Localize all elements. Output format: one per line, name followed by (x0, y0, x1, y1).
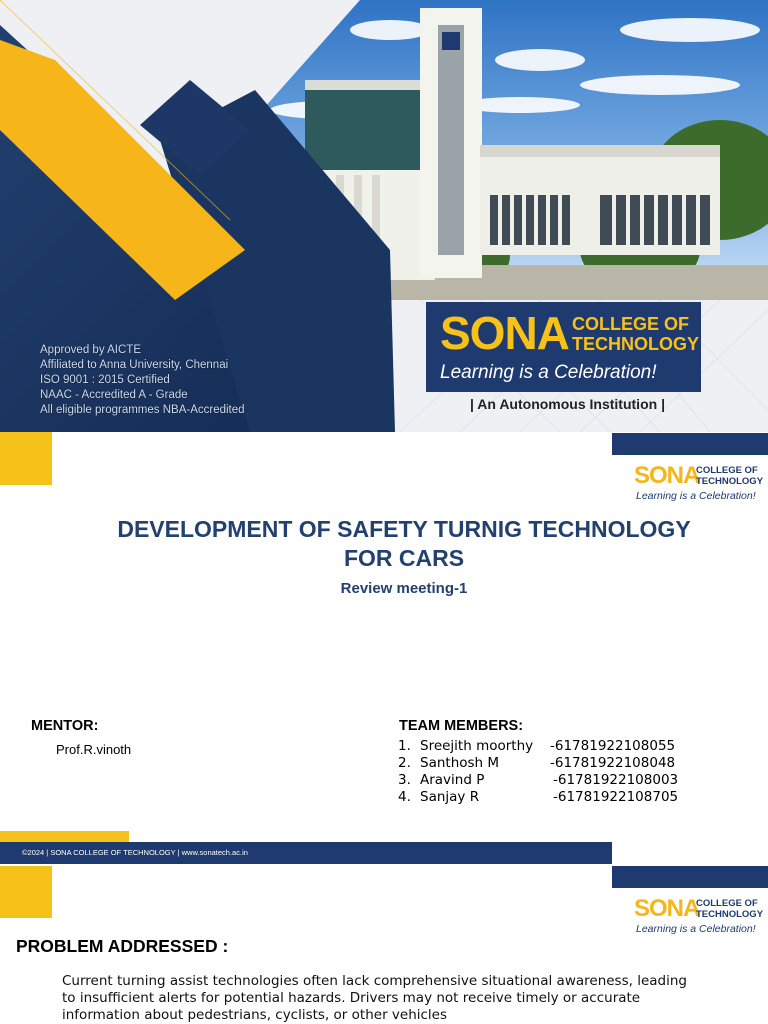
slide3-logo-college-line2: TECHNOLOGY (696, 909, 764, 920)
slide2-logo-college-line1: COLLEGE OF (696, 465, 758, 476)
slide3-logo-college-line1: COLLEGE OF (696, 898, 758, 909)
problem-addressed-heading: PROBLEM ADDRESSED : (16, 936, 229, 956)
team-member-number: 2. (398, 755, 411, 771)
team-member-name: Aravind P (420, 772, 485, 788)
team-member-number: 1. (398, 738, 411, 754)
team-member-number: 3. (398, 772, 411, 788)
slide2-navy-accent (612, 433, 768, 455)
project-title-line2: FOR CARS (343, 545, 465, 571)
logo-sona-text: SONA (440, 307, 569, 359)
slide3-yellow-accent (0, 866, 52, 918)
accreditation-aicte: Approved by AICTE (40, 344, 141, 356)
slide2-logo-tagline: Learning is a Celebration! (636, 490, 756, 502)
slide3-college-logo (634, 895, 764, 938)
slide3-logo-sona: SONA (634, 895, 700, 922)
slide2-logo-college (696, 465, 763, 487)
logo-tagline: Learning is a Celebration! (440, 362, 657, 383)
team-member-name: Sreejith moorthy (420, 738, 534, 754)
team-member-id: -61781922108055 (550, 738, 676, 754)
project-title (40, 515, 768, 573)
accreditation-list (40, 343, 245, 418)
team-member-id: -61781922108705 (553, 789, 679, 805)
team-member-name: Santhosh M (420, 755, 500, 771)
project-title-line1: DEVELOPMENT OF SAFETY TURNIG TECHNOLOGY (117, 516, 691, 542)
mentor-name: Prof.R.vinoth (56, 742, 132, 757)
slide2-college-logo (634, 462, 764, 505)
problem-description: Current turning assist technologies often lack comprehensive situational awareness, leading to insufficient alerts for potential hazards. Drivers may not receive timely or accurate information about pedestrians, cyclists, or other vehicles (62, 973, 687, 1023)
slide3-logo-tagline: Learning is a Celebration! (636, 923, 756, 935)
college-logo-large (426, 302, 701, 392)
team-member-id: -61781922108003 (553, 772, 679, 788)
team-member-number: 4. (398, 789, 411, 805)
review-meeting-subtitle: Review meeting-1 (340, 580, 468, 597)
team-members-heading: TEAM MEMBERS: (399, 718, 524, 734)
logo-college-line1: COLLEGE OF (572, 314, 689, 334)
campus-banner (0, 0, 768, 432)
slide2-logo-college-line2: TECHNOLOGY (696, 476, 764, 487)
accreditation-nba: All eligible programmes NBA-Accredited (40, 404, 245, 416)
logo-college-line2: TECHNOLOGY (572, 334, 700, 354)
team-member-id: -61781922108048 (550, 755, 676, 771)
slide3-navy-accent (612, 866, 768, 888)
accreditation-iso: ISO 9001 : 2015 Certified (40, 374, 170, 386)
slide3-logo-college (696, 898, 763, 920)
accreditation-naac: NAAC - Accredited A - Grade (40, 389, 188, 401)
slide2-yellow-accent (0, 432, 52, 485)
slide2-logo-sona: SONA (634, 462, 700, 489)
footer-copyright: ©2024 | SONA COLLEGE OF TECHNOLOGY | www.sonatech.ac.in (22, 848, 248, 857)
logo-college-text (572, 314, 699, 354)
accreditation-anna-university: Affiliated to Anna University, Chennai (40, 359, 229, 371)
autonomous-institution-label: | An Autonomous Institution | (470, 396, 665, 412)
mentor-heading: MENTOR: (31, 718, 99, 734)
team-member-name: Sanjay R (420, 789, 480, 805)
